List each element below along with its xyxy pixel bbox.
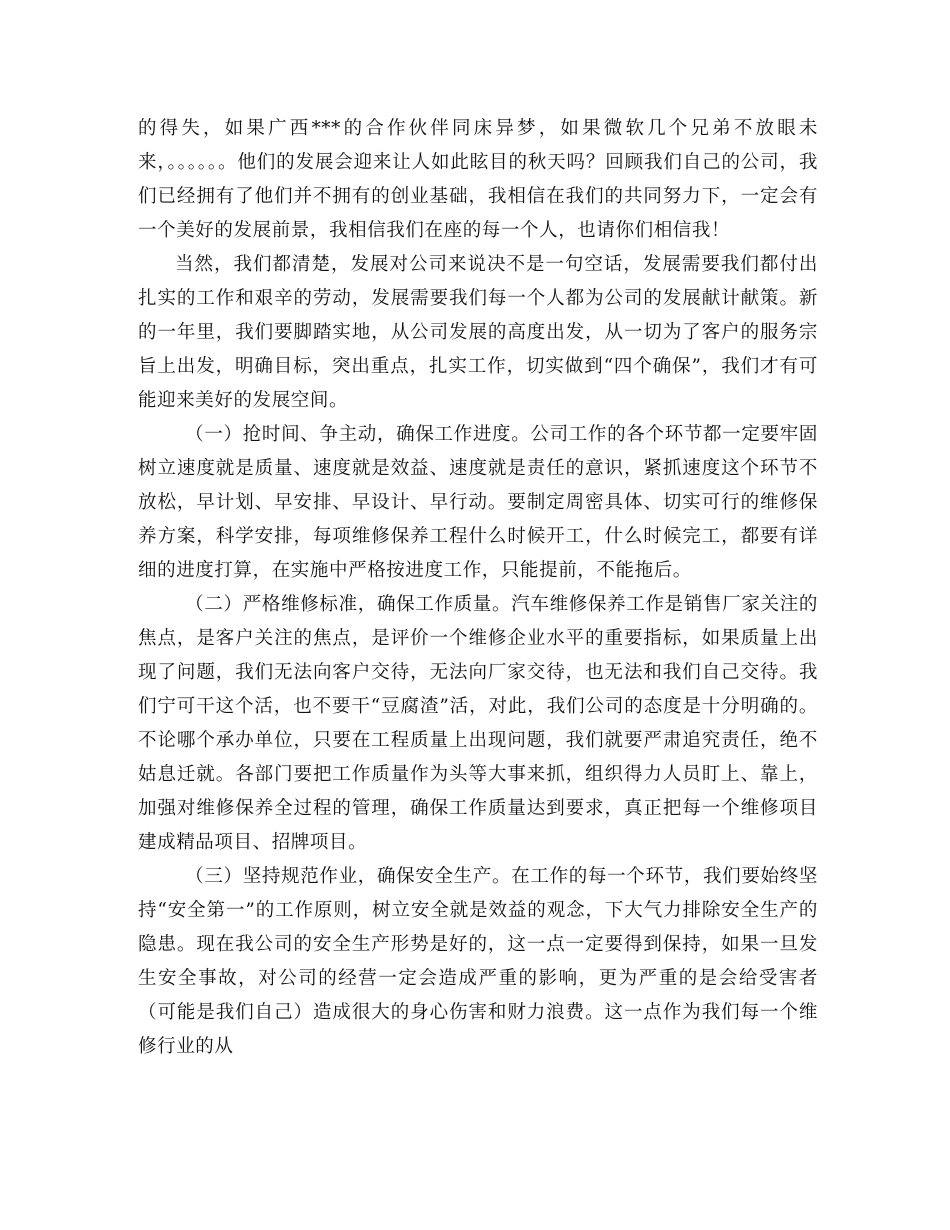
paragraph-item-3-safety: （三）坚持规范作业，确保安全生产。在工作的每一个环节，我们要始终坚持“安全第一”的工作原则，树立安全就是效益的观念，下大气力排除安全生产的隐患。现在我公司的安全生产形势是好的，这一点一定要得到保持，如果一旦发生安全事故，对公司的经营一定会造成严重的影响，更为严重的是会给受害者（可能是我们自己）造成很大的身心伤害和财力浪费。这一点作为我们每一个维修行业的从 [138,866,818,1057]
paragraph-item-1-schedule: （一）抢时间、争主动，确保工作进度。公司工作的各个环节都一定要牢固树立速度就是质量、速度就是效益、速度就是责任的意识，紧抓速度这个环节不放松，早计划、早安排、早设计、早行动。要制定周密具体、切实可行的维修保养方案，科学安排，每项维修保养工程什么时候开工，什么时候完工，都要有详细的进度打算，在实施中严格按进度工作，只能提前，不能拖后。 [138,424,818,581]
paragraph-continuation: 的得失，如果广西***的合作伙伴同床异梦，如果微软几个兄弟不放眼未来，。。。。。。他们的发展会迎来让人如此眩目的秋天吗？回顾我们自己的公司，我们已经拥有了他们并不拥有的创业基础，我相信在我们的共同努力下，一定会有一个美好的发展前景，我相信我们在座的每一个人，也请你们相信我！ [138,118,818,241]
paragraph-item-2-quality: （二）严格维修标准，确保工作质量。汽车维修保养工作是销售厂家关注的焦点，是客户关注的焦点，是评价一个维修企业水平的重要指标，如果质量上出现了问题，我们无法向客户交待，无法向厂家交待，也无法和我们自己交待。我们宁可干这个活，也不要干“豆腐渣”活，对此，我们公司的态度是十分明确的。不论哪个承办单位，只要在工程质量上出现问题，我们就要严肃追究责任，绝不姑息迁就。各部门要把工作质量作为头等大事来抓，组织得力人员盯上、靠上，加强对维修保养全过程的管理，确保工作质量达到要求，真正把每一个维修项目建成精品项目、招牌项目。 [138,594,818,853]
paragraph-development: 当然，我们都清楚，发展对公司来说决不是一句空话，发展需要我们都付出扎实的工作和艰辛的劳动，发展需要我们每一个人都为公司的发展献计献策。新的一年里，我们要脚踏实地，从公司发展的高度出发，从一切为了客户的服务宗旨上出发，明确目标，突出重点，扎实工作，切实做到“四个确保”，我们才有可能迎来美好的发展空间。 [138,254,818,411]
document-body [138,112,818,1064]
